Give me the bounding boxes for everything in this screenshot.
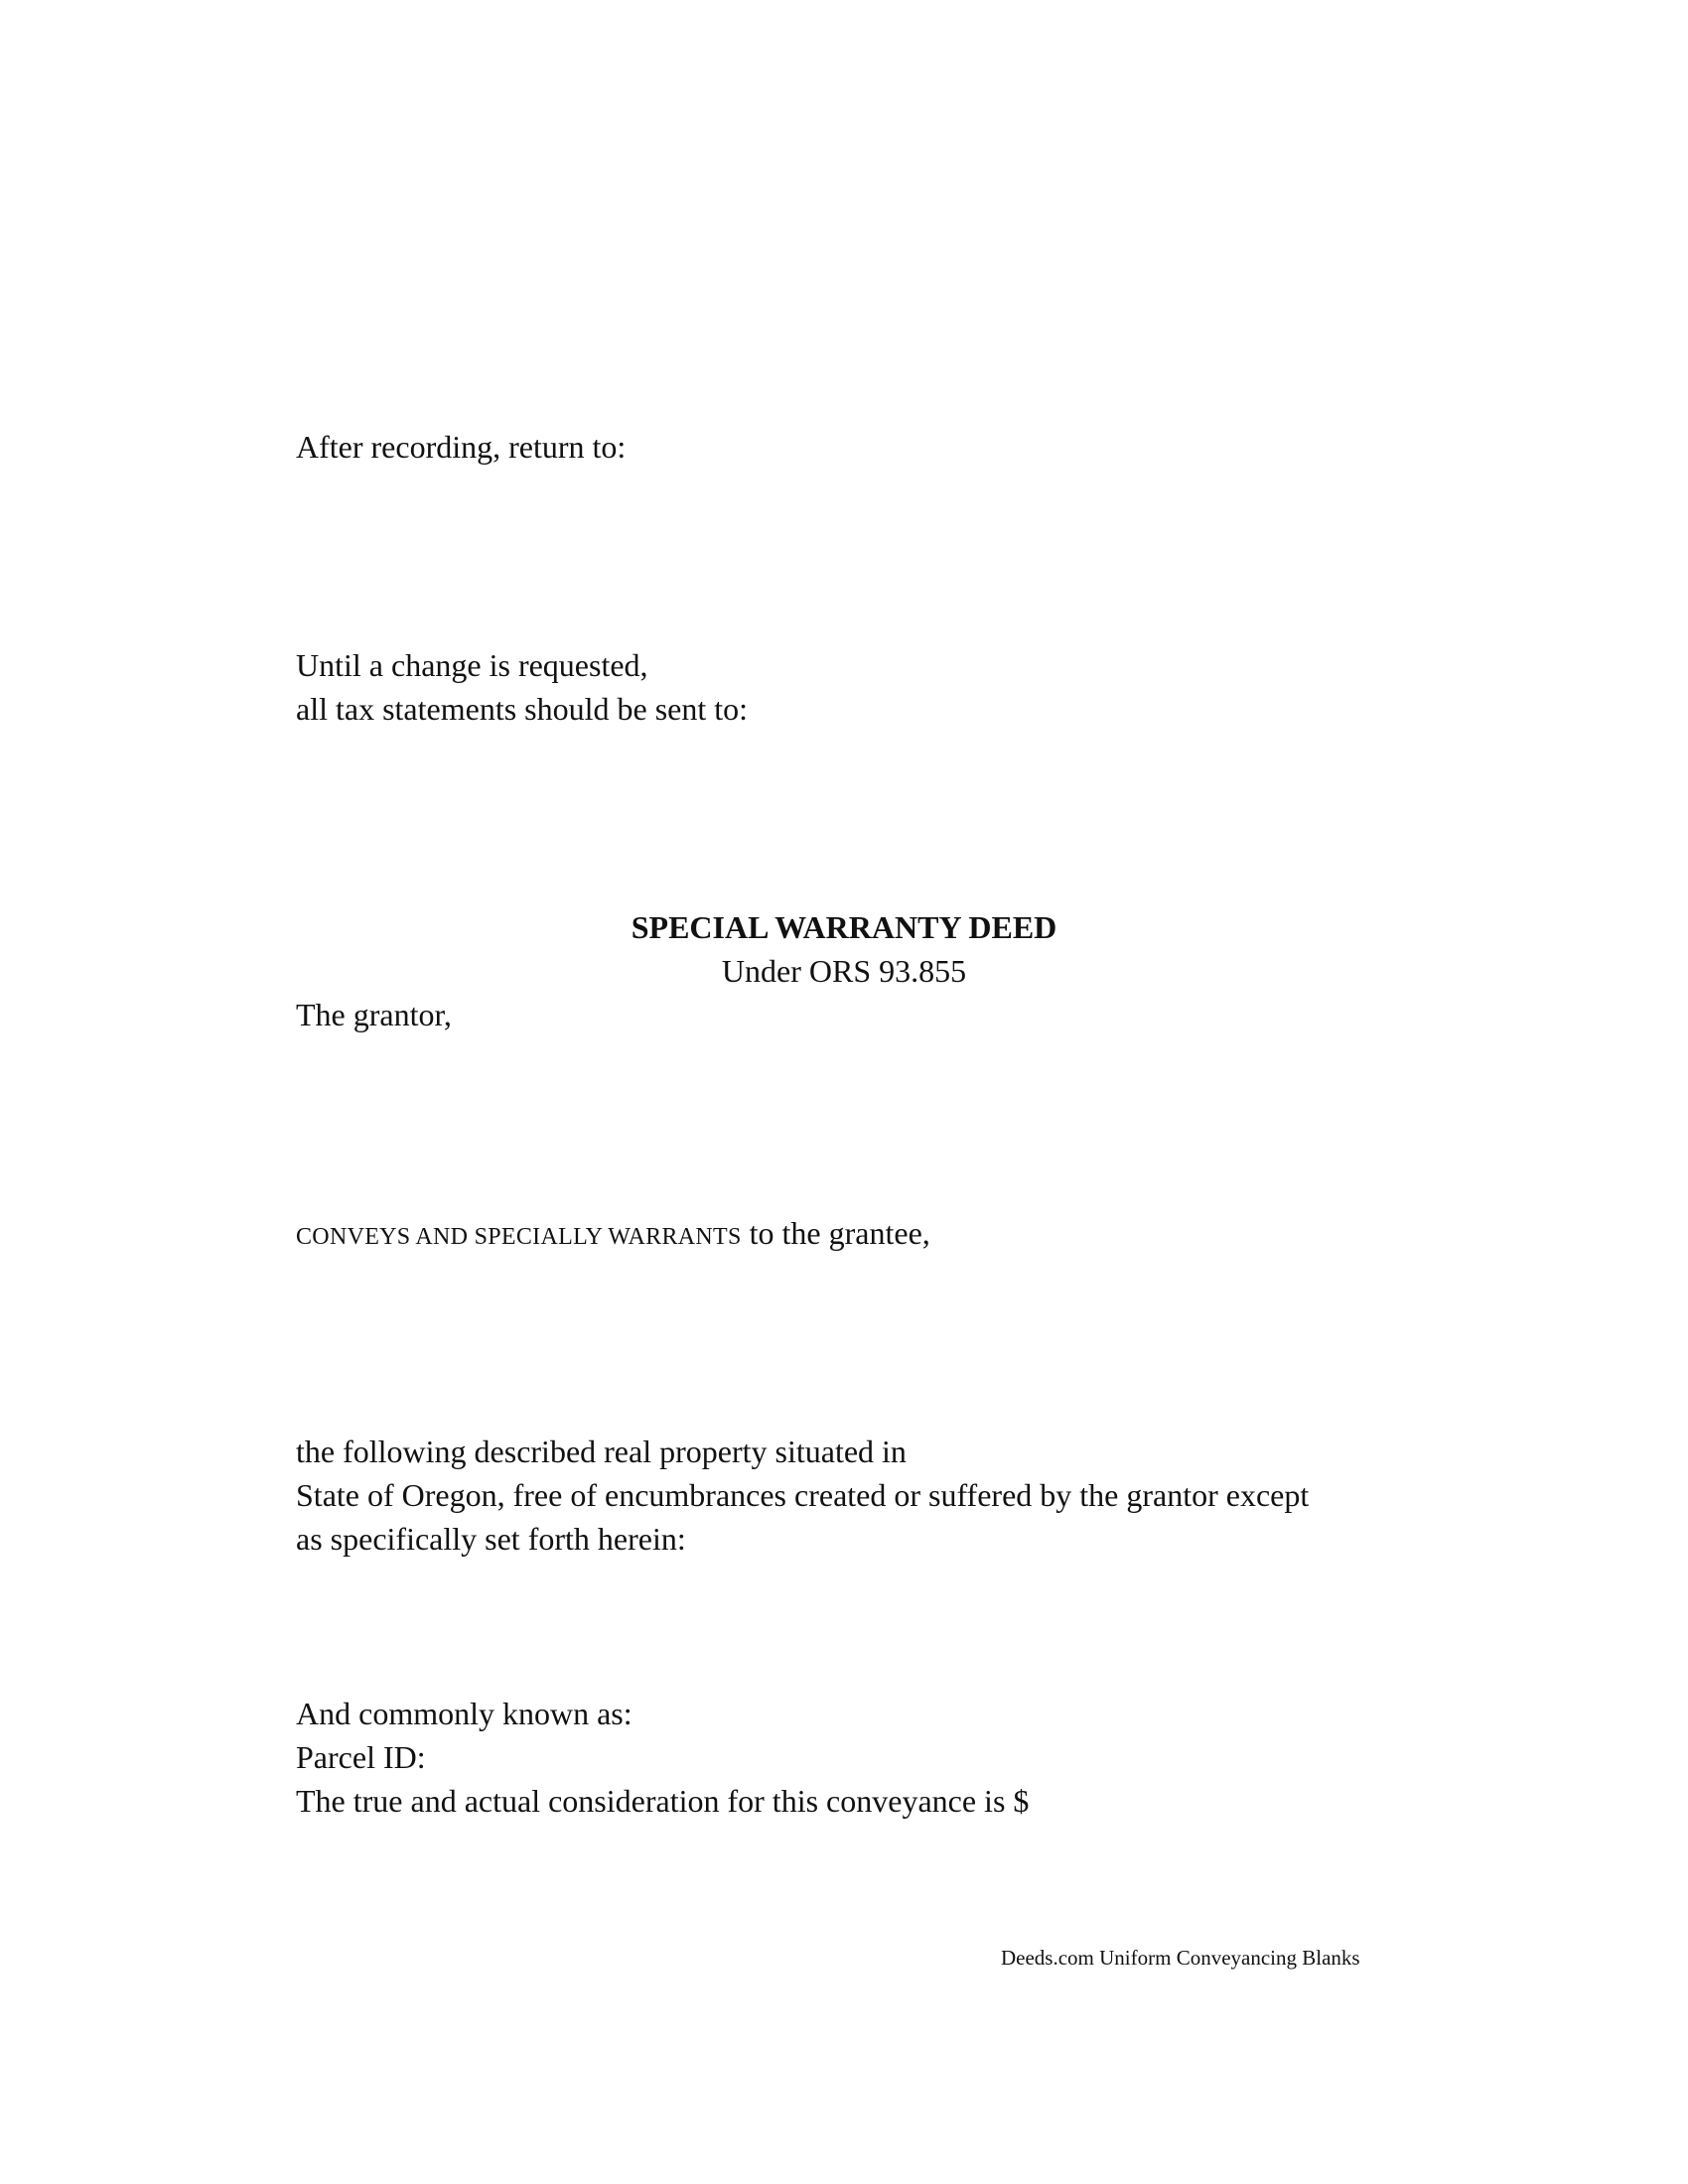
property-line-3: as specifically set forth herein: — [296, 1521, 686, 1557]
page-footer: Deeds.com Uniform Conveyancing Blanks — [1001, 1946, 1360, 1970]
consideration-line: The true and actual consideration for this conveyance is $ — [296, 1783, 1030, 1819]
conveys-caps-text: CONVEYS AND SPECIALLY WARRANTS — [296, 1224, 742, 1250]
document-subtitle: Under ORS 93.855 — [721, 953, 967, 989]
property-line-2: State of Oregon, free of encumbrances created or suffered by the grantor except — [296, 1477, 1310, 1513]
grantor-label: The grantor, — [296, 997, 452, 1032]
conveys-rest-text: to the grantee, — [741, 1215, 930, 1251]
tax-statement-line-2: all tax statements should be sent to: — [296, 691, 749, 727]
tax-statement-line-1: Until a change is requested, — [296, 647, 648, 683]
conveys-line — [296, 1211, 930, 1259]
return-to-label: After recording, return to: — [296, 429, 627, 465]
parcel-id-label: Parcel ID: — [296, 1739, 426, 1775]
commonly-known-as-label: And commonly known as: — [296, 1696, 633, 1731]
document-title: SPECIAL WARRANTY DEED — [631, 909, 1057, 945]
property-line-1: the following described real property situated in — [296, 1433, 907, 1469]
